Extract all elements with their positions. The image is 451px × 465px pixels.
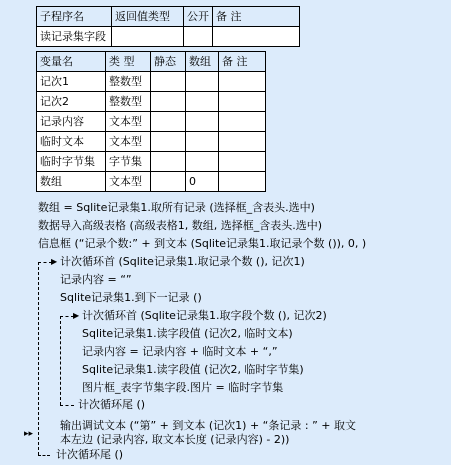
code-line[interactable]: 计次循环尾 () (56, 448, 124, 461)
var-static-cell[interactable] (151, 112, 186, 132)
var-array-cell[interactable] (186, 92, 219, 112)
var-static-cell[interactable] (151, 152, 186, 172)
code-line[interactable]: Sqlite记录集1.到下一记录 () (60, 291, 202, 304)
var-array-cell[interactable] (186, 152, 219, 172)
var-array-cell[interactable]: 0 (186, 172, 219, 192)
variable-row[interactable] (37, 172, 266, 192)
code-line[interactable]: Sqlite记录集1.读字段值 (记次2, 临时文本) (82, 327, 293, 340)
var-static-cell[interactable] (151, 132, 186, 152)
var-note-cell[interactable] (219, 92, 266, 112)
code-line[interactable]: 输出调试文本 (“第” + 到文本 (记次1) + “条记录 : ” + 取文 (60, 419, 356, 432)
variable-row[interactable] (37, 112, 266, 132)
var-array-cell[interactable] (186, 112, 219, 132)
var-array-header: 数组 (186, 52, 219, 72)
variable-row[interactable] (37, 72, 266, 92)
var-static-cell[interactable] (151, 92, 186, 112)
variable-row[interactable] (37, 92, 266, 112)
outer-loop-flow-line (38, 262, 39, 455)
var-type-header: 类 型 (106, 52, 151, 72)
code-line[interactable]: 图片框_表字节集字段.图片 = 临时字节集 (82, 381, 284, 394)
var-type-cell[interactable]: 文本型 (106, 172, 151, 192)
code-line[interactable]: 计次循环尾 () (78, 398, 146, 411)
inner-loop-flow-line (60, 316, 61, 405)
code-line[interactable]: 记录内容 = 记录内容 + 临时文本 + “,” (82, 345, 278, 358)
var-type-cell[interactable]: 整数型 (106, 92, 151, 112)
var-note-cell[interactable] (219, 132, 266, 152)
var-note-cell[interactable] (219, 112, 266, 132)
var-note-header: 备 注 (219, 52, 266, 72)
var-type-cell[interactable]: 字节集 (106, 152, 151, 172)
var-name-cell[interactable]: 记次1 (37, 72, 106, 92)
var-type-cell[interactable]: 整数型 (106, 72, 151, 92)
code-line[interactable]: 信息框 (“记录个数:” + 到文本 (Sqlite记录集1.取记录个数 ()), 0, ) (38, 237, 367, 250)
code-line[interactable]: 本左边 (记录内容, 取文本长度 (记录内容) - 2)) (60, 433, 290, 446)
var-name-cell[interactable]: 临时文本 (37, 132, 106, 152)
return-type-cell[interactable] (112, 27, 184, 47)
var-array-cell[interactable] (186, 132, 219, 152)
var-note-cell[interactable] (219, 72, 266, 92)
public-header: 公开 (184, 7, 213, 27)
var-name-header: 变量名 (37, 52, 106, 72)
subroutine-table (36, 6, 300, 47)
var-note-cell[interactable] (219, 172, 266, 192)
var-static-cell[interactable] (151, 172, 186, 192)
subroutine-name-cell[interactable]: 读记录集字段 (37, 27, 112, 47)
code-line[interactable]: 记录内容 = “” (60, 273, 132, 286)
note-cell[interactable] (213, 27, 300, 47)
outer-loop-flow-bottom (38, 455, 50, 456)
variable-row[interactable] (37, 132, 266, 152)
code-line[interactable]: 计次循环首 (Sqlite记录集1.取字段个数 (), 记次2) (82, 309, 327, 322)
code-line[interactable]: 数组 = Sqlite记录集1.取所有记录 (选择框_含表头.选中) (38, 201, 315, 214)
note-header: 备 注 (213, 7, 300, 27)
var-name-cell[interactable]: 数组 (37, 172, 106, 192)
variable-table (36, 51, 266, 192)
var-type-cell[interactable]: 文本型 (106, 132, 151, 152)
loop-arrow-icon: ▶ (73, 311, 80, 320)
var-type-cell[interactable]: 文本型 (106, 112, 151, 132)
inner-loop-flow-bottom (60, 405, 74, 406)
var-static-cell[interactable] (151, 72, 186, 92)
return-type-header: 返回值类型 (112, 7, 184, 27)
var-note-cell[interactable] (219, 152, 266, 172)
var-name-cell[interactable]: 记次2 (37, 92, 106, 112)
code-line[interactable]: 数据导入高级表格 (高级表格1, 数组, 选择框_含表头.选中) (38, 219, 323, 232)
code-line[interactable]: 计次循环首 (Sqlite记录集1.取记录个数 (), 记次1) (60, 255, 305, 268)
loop-arrow-icon: ▶ (51, 257, 58, 266)
inner-loop-flow-top (60, 316, 74, 317)
var-name-cell[interactable]: 记录内容 (37, 112, 106, 132)
code-line[interactable]: Sqlite记录集1.读字段值 (记次2, 临时字节集) (82, 363, 304, 376)
var-array-cell[interactable] (186, 72, 219, 92)
subroutine-name-header: 子程序名 (37, 7, 112, 27)
var-name-cell[interactable]: 临时字节集 (37, 152, 106, 172)
public-cell[interactable] (184, 27, 213, 47)
var-static-header: 静态 (151, 52, 186, 72)
variable-row[interactable] (37, 152, 266, 172)
execution-arrow-icon[interactable]: ▸▸ (24, 429, 34, 439)
outer-loop-flow-top (38, 262, 52, 263)
